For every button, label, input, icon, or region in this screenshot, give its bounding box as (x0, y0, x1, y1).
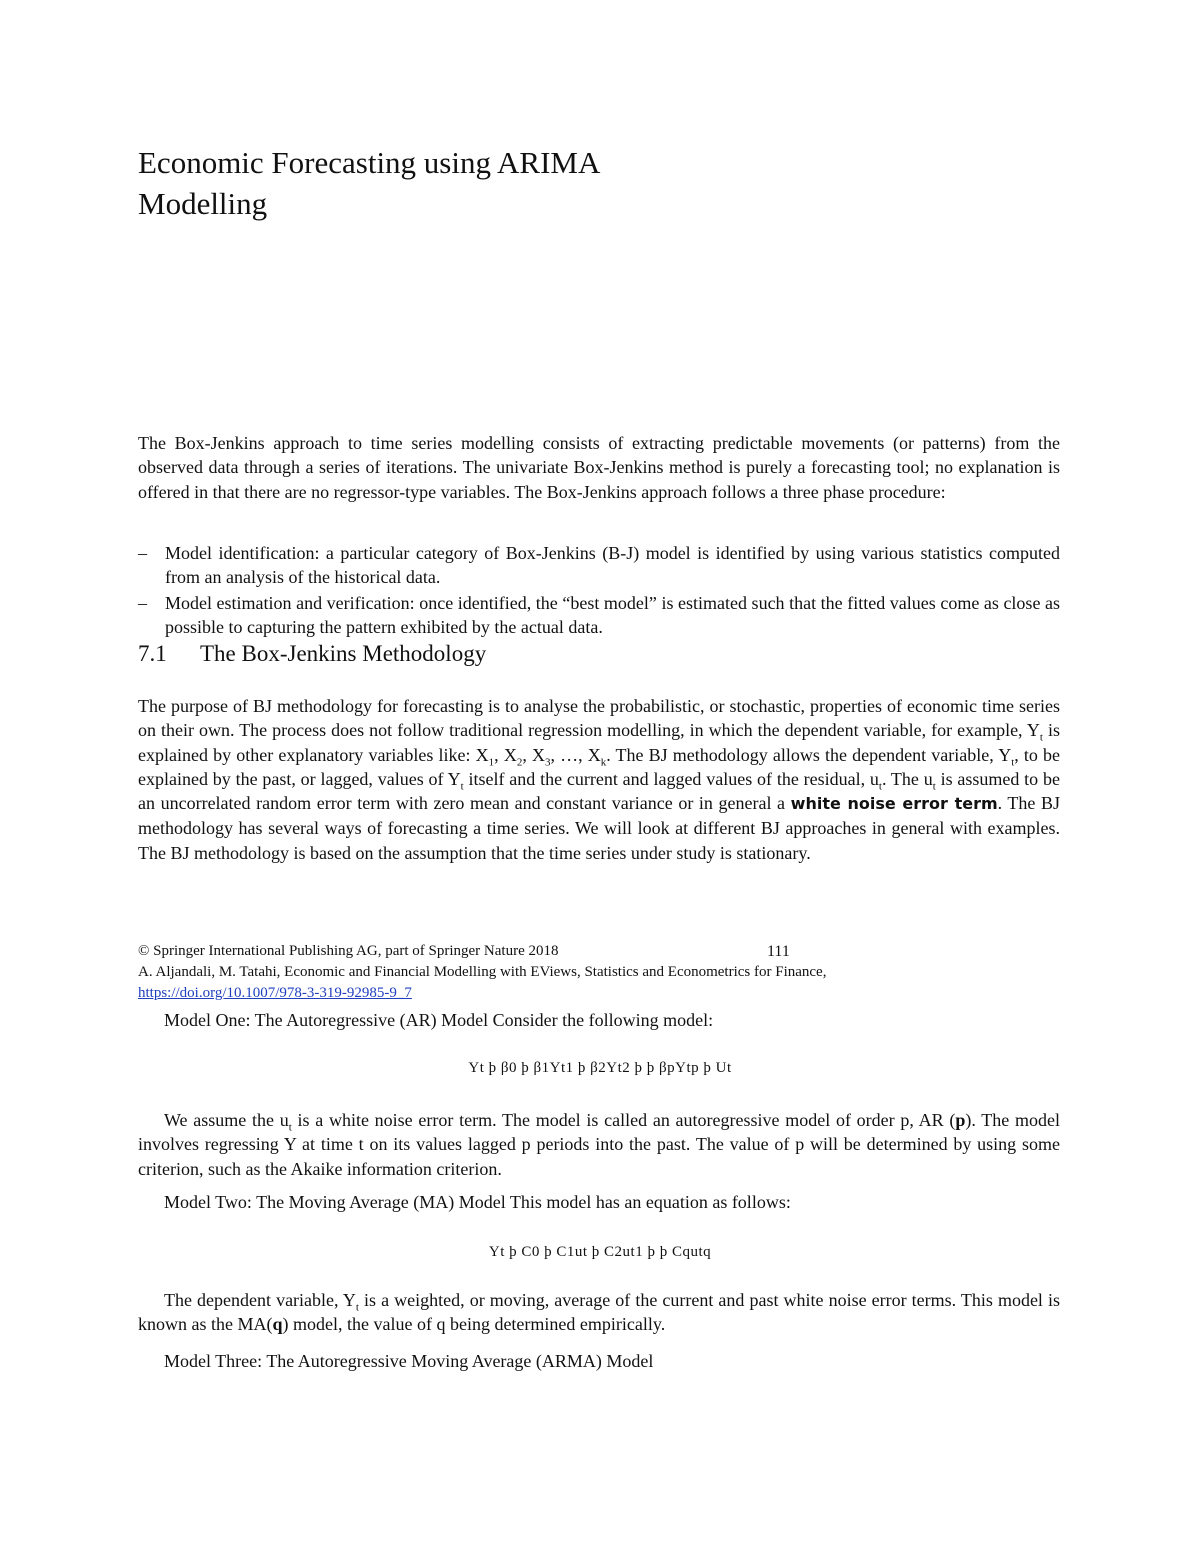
model-one-heading: Model One: The Autoregressive (AR) Model Consider the following model: (164, 1010, 714, 1030)
text-run: itself and the current and lagged values of the residual, u (463, 768, 879, 789)
text-run: The dependent variable, Y (164, 1290, 356, 1310)
text-run: , to be explained by the past, or lagged, values of Y (138, 744, 1061, 789)
text-run: is assumed to be an uncorrelated random error term with zero mean and constant variance or in general a (138, 768, 1060, 814)
list-dash: – (138, 592, 147, 613)
citation-line: A. Aljandali, M. Tatahi, Economic and Financial Modelling with EViews, Statistics and Econometrics for Finance, (138, 964, 827, 980)
text-run: , (550, 744, 561, 765)
text-run: , (494, 744, 504, 765)
subscript: 1 (488, 756, 495, 769)
text-run: We assume the u (164, 1110, 289, 1130)
subscript: t (1039, 731, 1043, 744)
subscript: k (600, 756, 607, 769)
copyright-text: © Springer International Publishing AG, part of Springer Nature 2018 (138, 943, 559, 959)
text-run: is explained by other explanatory variables like: X (138, 720, 1060, 765)
bold-term: p (955, 1110, 966, 1130)
copyright-line (138, 941, 1060, 962)
list-item-text: Model identification: a particular category of Box-Jenkins (B-J) model is identified by using various statistics computed from an analysis of the historical data. (165, 543, 1060, 588)
bold-term: white noise error term (790, 794, 998, 814)
text-run: , (578, 744, 588, 765)
text-run: is a weighted, or moving, average of the current and past white noise error terms. This model is known as the MA( (138, 1290, 1060, 1335)
text-run: ) model, the value of q being determined empirically. (282, 1314, 666, 1335)
page-number: 111 (767, 943, 790, 960)
list-dash: – (138, 543, 147, 563)
chapter-title-line-1: Economic Forecasting using ARIMA (138, 145, 601, 180)
doi-line (138, 983, 1060, 1004)
procedure-list (138, 541, 1060, 640)
model-two-heading: Model Two: The Moving Average (MA) Model This model has an equation as follows: (164, 1192, 791, 1212)
text-run: ). The model involves regressing Y at time t on its values lagged p periods into the past. The value of p will be determined by using some criterion, such as the Akaike information criterion. (138, 1110, 1060, 1179)
section-heading (138, 640, 486, 668)
text-run: . The BJ methodology has several ways of forecasting a time series. We will look at different BJ approaches in general with examples. The BJ methodology is based on the assumption that the time series under study is stationary. (138, 793, 1061, 863)
ma-equation: Yt þ C0 þ C1ut þ C2ut1 þ þ Cqutq (488, 1244, 712, 1260)
bold-term: q (272, 1314, 283, 1335)
ma-paragraph (138, 1288, 1060, 1337)
subscript: 3 (544, 756, 551, 769)
bj-methodology-paragraph: The purpose of BJ methodology for forecasting is to analyse the probabilistic, or stochastic, properties of economic time series on their own. The process does not follow traditional regression modelling, in which the dependent variable, for example, $Y_t$ is explained by other explanatory variables like: $X_1$, $X_2$, $X_3$, …, $X_k$. The BJ methodology allows the dependent variable, $Y_t$, to be explained by the past, or lagged, values of $Y_t$ itself and the current and lagged values of the residual, $u_t$. The $u_t$ is assumed to be an uncorrelated random error term with zero mean and constant variance or in general a white noise error term. The BJ methodology has several ways of forecasting a time series. We will look at different BJ approaches in general with examples. The BJ methodology is based on the assumption that the time series under study is stationary. (138, 696, 1061, 863)
model-three-heading: Model Three: The Autoregressive Moving Average (ARMA) Model (164, 1351, 654, 1371)
chapter-title (138, 142, 938, 224)
text-run: … (560, 744, 579, 765)
text-run: . The u (881, 768, 933, 789)
subscript: t (932, 780, 936, 793)
subscript: t (460, 780, 464, 793)
page-footer (138, 941, 1060, 1004)
subscript: t (878, 780, 882, 793)
list-item (138, 591, 1060, 640)
text-run: . The BJ methodology allows the dependent variable, Y (606, 744, 1012, 765)
subscript: t (1011, 756, 1015, 769)
intro-paragraph: The Box-Jenkins approach to time series modelling consists of extracting predictable movements (or patterns) from the observed data through a series of iterations. The univariate Box-Jenkins method is purely a forecasting tool; no explanation is offered in that there are no regressor-type variables. The Box-Jenkins approach follows a three phase procedure: (138, 433, 1060, 502)
section-title: The Box-Jenkins Methodology (200, 641, 487, 666)
section-number: 7.1 (138, 641, 167, 666)
text-run: The purpose of BJ methodology for forecasting is to analyse the probabilistic, or stochastic, properties of economic time series on their own. The process does not follow traditional regression modelling, in which the dependent variable, for example, Y (138, 696, 1060, 741)
list-item-text: Model estimation and verification: once identified, the “best model” is estimated such that the fitted values come as close as possible to capturing the pattern exhibited by the actual data. (165, 592, 1060, 637)
text-run: is a white noise error term. The model is called an autoregressive model of order p, AR ( (291, 1110, 956, 1130)
text-run: , (522, 744, 532, 765)
subscript: t (288, 1121, 292, 1134)
subscript: t (355, 1301, 359, 1314)
list-item (138, 541, 1060, 590)
ar-equation: Yt þ β0 þ β1Yt1 þ β2Yt2 þ þ βpYtp þ Ut (468, 1060, 732, 1076)
doi-link[interactable]: https://doi.org/10.1007/978-3-319-92985-9_7 (138, 985, 412, 1001)
subscript: 2 (516, 756, 523, 769)
chapter-title-line-2: Modelling (138, 186, 268, 221)
ar-paragraph (138, 1108, 1060, 1181)
